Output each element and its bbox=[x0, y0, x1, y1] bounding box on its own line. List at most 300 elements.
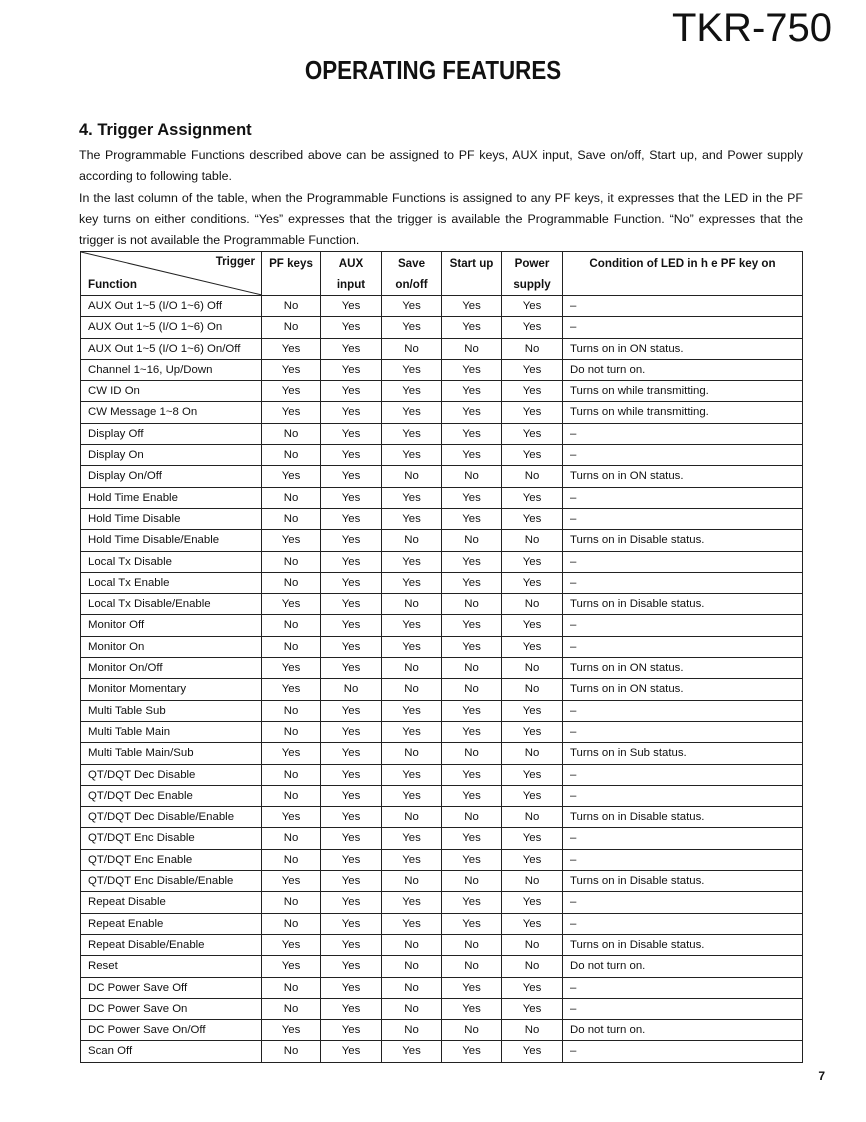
cell-pf-keys: No bbox=[262, 1041, 321, 1062]
corner-header-cell bbox=[81, 252, 262, 296]
cell-save-onoff: No bbox=[382, 466, 442, 487]
cell-aux-input: Yes bbox=[321, 807, 382, 828]
cell-pf-keys: No bbox=[262, 764, 321, 785]
cell-start-up: Yes bbox=[442, 913, 502, 934]
cell-aux-input: Yes bbox=[321, 551, 382, 572]
cell-led-condition: – bbox=[563, 615, 803, 636]
cell-pf-keys: Yes bbox=[262, 530, 321, 551]
cell-led-condition: – bbox=[563, 913, 803, 934]
cell-led-condition: Turns on in ON status. bbox=[563, 466, 803, 487]
table-row bbox=[81, 807, 803, 828]
cell-pf-keys: Yes bbox=[262, 743, 321, 764]
cell-power-supply: Yes bbox=[502, 913, 563, 934]
col-header-pf-keys: PF keys bbox=[262, 252, 321, 296]
cell-power-supply: Yes bbox=[502, 551, 563, 572]
cell-aux-input: Yes bbox=[321, 317, 382, 338]
cell-led-condition: – bbox=[563, 849, 803, 870]
cell-function: Monitor On bbox=[81, 636, 262, 657]
cell-pf-keys: No bbox=[262, 551, 321, 572]
cell-power-supply: Yes bbox=[502, 296, 563, 317]
cell-save-onoff: Yes bbox=[382, 700, 442, 721]
model-number: TKR-750 bbox=[671, 6, 832, 50]
cell-start-up: Yes bbox=[442, 572, 502, 593]
cell-save-onoff: Yes bbox=[382, 551, 442, 572]
cell-led-condition: – bbox=[563, 508, 803, 529]
table-row bbox=[81, 551, 803, 572]
cell-led-condition: Turns on while transmitting. bbox=[563, 402, 803, 423]
cell-pf-keys: Yes bbox=[262, 381, 321, 402]
cell-led-condition: – bbox=[563, 785, 803, 806]
cell-start-up: No bbox=[442, 658, 502, 679]
cell-start-up: No bbox=[442, 530, 502, 551]
table-row bbox=[81, 700, 803, 721]
cell-save-onoff: No bbox=[382, 977, 442, 998]
table-row bbox=[81, 423, 803, 444]
cell-pf-keys: No bbox=[262, 296, 321, 317]
cell-function: Reset bbox=[81, 956, 262, 977]
cell-led-condition: Turns on in ON status. bbox=[563, 658, 803, 679]
cell-aux-input: Yes bbox=[321, 743, 382, 764]
cell-start-up: Yes bbox=[442, 1041, 502, 1062]
cell-power-supply: Yes bbox=[502, 381, 563, 402]
cell-start-up: Yes bbox=[442, 849, 502, 870]
cell-function: DC Power Save Off bbox=[81, 977, 262, 998]
cell-power-supply: Yes bbox=[502, 764, 563, 785]
cell-aux-input: Yes bbox=[321, 721, 382, 742]
cell-led-condition: Turns on in Disable status. bbox=[563, 934, 803, 955]
cell-start-up: Yes bbox=[442, 381, 502, 402]
cell-function: Local Tx Disable bbox=[81, 551, 262, 572]
cell-aux-input: Yes bbox=[321, 998, 382, 1019]
cell-aux-input: No bbox=[321, 679, 382, 700]
cell-function: QT/DQT Dec Disable/Enable bbox=[81, 807, 262, 828]
cell-aux-input: Yes bbox=[321, 423, 382, 444]
cell-start-up: No bbox=[442, 871, 502, 892]
table-row bbox=[81, 934, 803, 955]
table-row bbox=[81, 508, 803, 529]
col-header-power-supply: Power supply bbox=[502, 252, 563, 296]
cell-power-supply: No bbox=[502, 679, 563, 700]
cell-pf-keys: Yes bbox=[262, 1020, 321, 1041]
cell-aux-input: Yes bbox=[321, 508, 382, 529]
cell-save-onoff: Yes bbox=[382, 359, 442, 380]
cell-pf-keys: No bbox=[262, 998, 321, 1019]
cell-power-supply: Yes bbox=[502, 998, 563, 1019]
cell-aux-input: Yes bbox=[321, 1020, 382, 1041]
cell-function: CW Message 1~8 On bbox=[81, 402, 262, 423]
cell-led-condition: – bbox=[563, 764, 803, 785]
cell-pf-keys: No bbox=[262, 487, 321, 508]
cell-led-condition: – bbox=[563, 445, 803, 466]
cell-function: Multi Table Main bbox=[81, 721, 262, 742]
cell-start-up: No bbox=[442, 743, 502, 764]
cell-aux-input: Yes bbox=[321, 296, 382, 317]
cell-start-up: Yes bbox=[442, 998, 502, 1019]
cell-pf-keys: No bbox=[262, 849, 321, 870]
cell-power-supply: Yes bbox=[502, 700, 563, 721]
cell-start-up: Yes bbox=[442, 785, 502, 806]
page-number: 7 bbox=[818, 1069, 825, 1083]
table-row bbox=[81, 743, 803, 764]
cell-start-up: Yes bbox=[442, 423, 502, 444]
cell-aux-input: Yes bbox=[321, 764, 382, 785]
cell-start-up: No bbox=[442, 934, 502, 955]
explanation-paragraph: In the last column of the table, when the Programmable Functions is assigned to any PF keys, it expresses that the LED in the PF key turns on either conditions. “Yes” expresses that the trigger is available the Programmable Function. “No” expresses that the trigger is not available the Programmable Function. bbox=[79, 191, 803, 247]
table-row bbox=[81, 572, 803, 593]
cell-aux-input: Yes bbox=[321, 466, 382, 487]
cell-aux-input: Yes bbox=[321, 913, 382, 934]
function-label: Function bbox=[88, 278, 137, 291]
table-row bbox=[81, 338, 803, 359]
cell-power-supply: No bbox=[502, 934, 563, 955]
cell-power-supply: Yes bbox=[502, 785, 563, 806]
cell-function: Local Tx Disable/Enable bbox=[81, 594, 262, 615]
cell-power-supply: Yes bbox=[502, 849, 563, 870]
table-row bbox=[81, 487, 803, 508]
cell-function: Display On bbox=[81, 445, 262, 466]
cell-aux-input: Yes bbox=[321, 871, 382, 892]
cell-function: QT/DQT Enc Disable bbox=[81, 828, 262, 849]
table-row bbox=[81, 828, 803, 849]
cell-save-onoff: Yes bbox=[382, 892, 442, 913]
cell-save-onoff: Yes bbox=[382, 381, 442, 402]
table-row bbox=[81, 721, 803, 742]
table-row bbox=[81, 530, 803, 551]
cell-pf-keys: Yes bbox=[262, 934, 321, 955]
cell-aux-input: Yes bbox=[321, 636, 382, 657]
table-row bbox=[81, 998, 803, 1019]
cell-power-supply: No bbox=[502, 871, 563, 892]
cell-power-supply: Yes bbox=[502, 892, 563, 913]
table-row bbox=[81, 892, 803, 913]
table-row bbox=[81, 381, 803, 402]
cell-power-supply: Yes bbox=[502, 445, 563, 466]
cell-pf-keys: Yes bbox=[262, 338, 321, 359]
cell-pf-keys: No bbox=[262, 785, 321, 806]
cell-led-condition: – bbox=[563, 892, 803, 913]
cell-pf-keys: No bbox=[262, 317, 321, 338]
cell-function: Display Off bbox=[81, 423, 262, 444]
cell-power-supply: No bbox=[502, 466, 563, 487]
cell-led-condition: – bbox=[563, 721, 803, 742]
cell-save-onoff: Yes bbox=[382, 764, 442, 785]
cell-function: AUX Out 1~5 (I/O 1~6) On/Off bbox=[81, 338, 262, 359]
table-row bbox=[81, 402, 803, 423]
cell-power-supply: Yes bbox=[502, 721, 563, 742]
cell-save-onoff: Yes bbox=[382, 423, 442, 444]
cell-start-up: No bbox=[442, 956, 502, 977]
cell-save-onoff: No bbox=[382, 530, 442, 551]
cell-start-up: Yes bbox=[442, 445, 502, 466]
cell-power-supply: Yes bbox=[502, 828, 563, 849]
cell-save-onoff: No bbox=[382, 679, 442, 700]
table-row bbox=[81, 1041, 803, 1062]
cell-aux-input: Yes bbox=[321, 359, 382, 380]
cell-aux-input: Yes bbox=[321, 658, 382, 679]
cell-power-supply: Yes bbox=[502, 1041, 563, 1062]
cell-function: Scan Off bbox=[81, 1041, 262, 1062]
cell-led-condition: – bbox=[563, 977, 803, 998]
cell-function: Display On/Off bbox=[81, 466, 262, 487]
cell-aux-input: Yes bbox=[321, 338, 382, 359]
cell-start-up: No bbox=[442, 466, 502, 487]
cell-save-onoff: No bbox=[382, 743, 442, 764]
cell-start-up: Yes bbox=[442, 615, 502, 636]
table-row bbox=[81, 615, 803, 636]
cell-start-up: No bbox=[442, 807, 502, 828]
cell-power-supply: Yes bbox=[502, 636, 563, 657]
trigger-label: Trigger bbox=[215, 255, 255, 268]
cell-save-onoff: Yes bbox=[382, 913, 442, 934]
cell-save-onoff: Yes bbox=[382, 487, 442, 508]
cell-save-onoff: No bbox=[382, 338, 442, 359]
page-title: OPERATING FEATURES bbox=[304, 55, 562, 85]
cell-function: Hold Time Disable/Enable bbox=[81, 530, 262, 551]
cell-function: Repeat Enable bbox=[81, 913, 262, 934]
cell-pf-keys: No bbox=[262, 721, 321, 742]
cell-start-up: Yes bbox=[442, 636, 502, 657]
col-header-led-condition: Condition of LED in h e PF key on bbox=[563, 252, 803, 296]
cell-power-supply: No bbox=[502, 807, 563, 828]
cell-power-supply: Yes bbox=[502, 508, 563, 529]
table-row bbox=[81, 658, 803, 679]
table-body bbox=[81, 296, 803, 1063]
cell-led-condition: – bbox=[563, 296, 803, 317]
cell-led-condition: Turns on in Disable status. bbox=[563, 807, 803, 828]
table-row bbox=[81, 956, 803, 977]
cell-start-up: Yes bbox=[442, 317, 502, 338]
cell-power-supply: Yes bbox=[502, 359, 563, 380]
table-row bbox=[81, 785, 803, 806]
cell-aux-input: Yes bbox=[321, 934, 382, 955]
cell-power-supply: No bbox=[502, 956, 563, 977]
cell-save-onoff: Yes bbox=[382, 445, 442, 466]
cell-pf-keys: No bbox=[262, 572, 321, 593]
cell-function: QT/DQT Enc Enable bbox=[81, 849, 262, 870]
cell-function: DC Power Save On bbox=[81, 998, 262, 1019]
cell-start-up: Yes bbox=[442, 700, 502, 721]
cell-led-condition: – bbox=[563, 551, 803, 572]
cell-save-onoff: Yes bbox=[382, 828, 442, 849]
cell-function: Hold Time Enable bbox=[81, 487, 262, 508]
cell-power-supply: No bbox=[502, 1020, 563, 1041]
cell-pf-keys: No bbox=[262, 423, 321, 444]
table-row bbox=[81, 871, 803, 892]
cell-start-up: No bbox=[442, 338, 502, 359]
cell-led-condition: Turns on in Disable status. bbox=[563, 594, 803, 615]
cell-power-supply: Yes bbox=[502, 317, 563, 338]
cell-function: Multi Table Sub bbox=[81, 700, 262, 721]
cell-led-condition: – bbox=[563, 700, 803, 721]
intro-paragraph: The Programmable Functions described above can be assigned to PF keys, AUX input, Save on/off, Start up, and Power supply according to following table. bbox=[79, 148, 803, 183]
cell-function: QT/DQT Dec Disable bbox=[81, 764, 262, 785]
cell-pf-keys: No bbox=[262, 508, 321, 529]
cell-start-up: Yes bbox=[442, 508, 502, 529]
cell-power-supply: Yes bbox=[502, 977, 563, 998]
cell-save-onoff: No bbox=[382, 594, 442, 615]
cell-pf-keys: No bbox=[262, 913, 321, 934]
col-header-start-up: Start up bbox=[442, 252, 502, 296]
cell-pf-keys: No bbox=[262, 445, 321, 466]
cell-pf-keys: Yes bbox=[262, 956, 321, 977]
cell-save-onoff: No bbox=[382, 934, 442, 955]
cell-function: AUX Out 1~5 (I/O 1~6) On bbox=[81, 317, 262, 338]
cell-led-condition: Turns on while transmitting. bbox=[563, 381, 803, 402]
cell-start-up: Yes bbox=[442, 721, 502, 742]
cell-power-supply: No bbox=[502, 594, 563, 615]
cell-save-onoff: Yes bbox=[382, 296, 442, 317]
table-row bbox=[81, 466, 803, 487]
cell-led-condition: – bbox=[563, 1041, 803, 1062]
cell-power-supply: Yes bbox=[502, 487, 563, 508]
cell-start-up: No bbox=[442, 594, 502, 615]
cell-aux-input: Yes bbox=[321, 1041, 382, 1062]
cell-save-onoff: No bbox=[382, 871, 442, 892]
cell-led-condition: – bbox=[563, 636, 803, 657]
cell-pf-keys: Yes bbox=[262, 466, 321, 487]
cell-led-condition: Turns on in Sub status. bbox=[563, 743, 803, 764]
cell-aux-input: Yes bbox=[321, 572, 382, 593]
table-row bbox=[81, 849, 803, 870]
cell-save-onoff: Yes bbox=[382, 785, 442, 806]
cell-function: QT/DQT Enc Disable/Enable bbox=[81, 871, 262, 892]
cell-aux-input: Yes bbox=[321, 977, 382, 998]
cell-save-onoff: Yes bbox=[382, 317, 442, 338]
cell-power-supply: No bbox=[502, 658, 563, 679]
cell-aux-input: Yes bbox=[321, 594, 382, 615]
cell-start-up: Yes bbox=[442, 764, 502, 785]
cell-pf-keys: Yes bbox=[262, 871, 321, 892]
cell-aux-input: Yes bbox=[321, 487, 382, 508]
cell-function: AUX Out 1~5 (I/O 1~6) Off bbox=[81, 296, 262, 317]
cell-led-condition: – bbox=[563, 487, 803, 508]
cell-pf-keys: No bbox=[262, 892, 321, 913]
cell-led-condition: – bbox=[563, 828, 803, 849]
cell-save-onoff: Yes bbox=[382, 849, 442, 870]
col-header-aux-input: AUX input bbox=[321, 252, 382, 296]
cell-led-condition: – bbox=[563, 998, 803, 1019]
cell-save-onoff: Yes bbox=[382, 615, 442, 636]
cell-pf-keys: No bbox=[262, 977, 321, 998]
cell-function: Local Tx Enable bbox=[81, 572, 262, 593]
cell-start-up: Yes bbox=[442, 402, 502, 423]
cell-save-onoff: Yes bbox=[382, 1041, 442, 1062]
cell-function: DC Power Save On/Off bbox=[81, 1020, 262, 1041]
cell-led-condition: – bbox=[563, 317, 803, 338]
table-row bbox=[81, 977, 803, 998]
cell-aux-input: Yes bbox=[321, 828, 382, 849]
section-title: 4. Trigger Assignment bbox=[79, 121, 252, 139]
cell-led-condition: Turns on in ON status. bbox=[563, 338, 803, 359]
cell-aux-input: Yes bbox=[321, 892, 382, 913]
cell-aux-input: Yes bbox=[321, 615, 382, 636]
cell-function: Monitor Momentary bbox=[81, 679, 262, 700]
cell-aux-input: Yes bbox=[321, 700, 382, 721]
cell-pf-keys: Yes bbox=[262, 594, 321, 615]
table-row bbox=[81, 764, 803, 785]
cell-pf-keys: Yes bbox=[262, 402, 321, 423]
cell-save-onoff: No bbox=[382, 807, 442, 828]
cell-start-up: Yes bbox=[442, 359, 502, 380]
table-row bbox=[81, 594, 803, 615]
cell-function: QT/DQT Dec Enable bbox=[81, 785, 262, 806]
cell-power-supply: Yes bbox=[502, 423, 563, 444]
cell-function: Hold Time Disable bbox=[81, 508, 262, 529]
col-header-save-onoff: Save on/off bbox=[382, 252, 442, 296]
cell-led-condition: – bbox=[563, 572, 803, 593]
cell-save-onoff: Yes bbox=[382, 636, 442, 657]
cell-pf-keys: Yes bbox=[262, 658, 321, 679]
cell-power-supply: No bbox=[502, 530, 563, 551]
cell-save-onoff: No bbox=[382, 998, 442, 1019]
table-row bbox=[81, 1020, 803, 1041]
cell-aux-input: Yes bbox=[321, 956, 382, 977]
cell-aux-input: Yes bbox=[321, 849, 382, 870]
cell-pf-keys: No bbox=[262, 615, 321, 636]
cell-pf-keys: Yes bbox=[262, 679, 321, 700]
cell-function: Monitor On/Off bbox=[81, 658, 262, 679]
cell-pf-keys: No bbox=[262, 636, 321, 657]
cell-save-onoff: Yes bbox=[382, 572, 442, 593]
cell-save-onoff: Yes bbox=[382, 721, 442, 742]
cell-led-condition: Do not turn on. bbox=[563, 359, 803, 380]
cell-led-condition: – bbox=[563, 423, 803, 444]
cell-aux-input: Yes bbox=[321, 530, 382, 551]
cell-function: Repeat Disable/Enable bbox=[81, 934, 262, 955]
cell-aux-input: Yes bbox=[321, 402, 382, 423]
cell-led-condition: Turns on in Disable status. bbox=[563, 871, 803, 892]
cell-function: Multi Table Main/Sub bbox=[81, 743, 262, 764]
cell-aux-input: Yes bbox=[321, 785, 382, 806]
cell-power-supply: No bbox=[502, 338, 563, 359]
table-row bbox=[81, 445, 803, 466]
table-row bbox=[81, 679, 803, 700]
cell-start-up: No bbox=[442, 679, 502, 700]
cell-start-up: Yes bbox=[442, 487, 502, 508]
cell-save-onoff: No bbox=[382, 658, 442, 679]
cell-save-onoff: Yes bbox=[382, 402, 442, 423]
cell-pf-keys: No bbox=[262, 828, 321, 849]
table-row bbox=[81, 913, 803, 934]
cell-power-supply: Yes bbox=[502, 572, 563, 593]
table-row bbox=[81, 636, 803, 657]
cell-start-up: Yes bbox=[442, 892, 502, 913]
cell-start-up: Yes bbox=[442, 828, 502, 849]
cell-function: Repeat Disable bbox=[81, 892, 262, 913]
cell-function: Monitor Off bbox=[81, 615, 262, 636]
cell-function: CW ID On bbox=[81, 381, 262, 402]
table-row bbox=[81, 359, 803, 380]
cell-aux-input: Yes bbox=[321, 381, 382, 402]
table-row bbox=[81, 296, 803, 317]
cell-power-supply: No bbox=[502, 743, 563, 764]
cell-pf-keys: Yes bbox=[262, 807, 321, 828]
cell-led-condition: Turns on in Disable status. bbox=[563, 530, 803, 551]
cell-aux-input: Yes bbox=[321, 445, 382, 466]
cell-power-supply: Yes bbox=[502, 402, 563, 423]
table-row bbox=[81, 317, 803, 338]
cell-start-up: No bbox=[442, 1020, 502, 1041]
cell-save-onoff: No bbox=[382, 956, 442, 977]
cell-start-up: Yes bbox=[442, 296, 502, 317]
trigger-assignment-table bbox=[80, 251, 803, 1063]
cell-start-up: Yes bbox=[442, 977, 502, 998]
cell-led-condition: Do not turn on. bbox=[563, 956, 803, 977]
cell-save-onoff: No bbox=[382, 1020, 442, 1041]
cell-pf-keys: Yes bbox=[262, 359, 321, 380]
cell-led-condition: Turns on in ON status. bbox=[563, 679, 803, 700]
cell-led-condition: Do not turn on. bbox=[563, 1020, 803, 1041]
